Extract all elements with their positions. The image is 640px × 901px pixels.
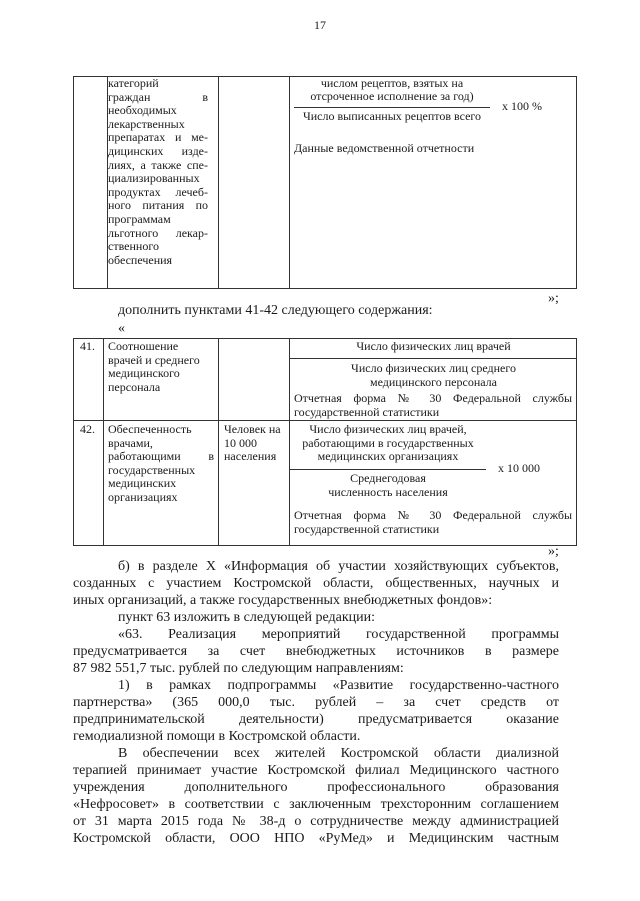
cell-line: препаратах и ме- (108, 130, 208, 145)
cell-line: обеспечения (108, 252, 173, 267)
text-line: б) в разделе X «Информация об участии хозяйствующих субъектов, (118, 559, 559, 574)
fraction-bar (290, 469, 486, 470)
row-number: 42. (80, 422, 95, 436)
opening-quote: « (118, 321, 125, 336)
text-line: созданных с участием Костромской области, общественных, научных и (73, 576, 559, 591)
closing-quote: »; (548, 291, 559, 306)
cell-line: врачами, (108, 435, 153, 450)
formula-denominator (290, 362, 577, 389)
cell-line: ственного (108, 239, 159, 254)
paragraph-63-intro: пункт 63 изложить в следующей редакции: (118, 610, 375, 625)
cell-line: персонала (108, 379, 161, 394)
paragraph-dialysis (73, 745, 559, 847)
cell-line: Человек на (224, 422, 281, 436)
unit-cell (224, 423, 288, 464)
data-source (294, 392, 572, 419)
cell-line: 10 000 (224, 435, 257, 450)
cell-line: медицинского (108, 366, 180, 381)
cell-line: государственной статистики (294, 404, 440, 419)
cell-line: лекарственных (108, 116, 185, 131)
formula-line: Число физических лиц среднего (351, 361, 516, 375)
cell-line: категорий (108, 76, 159, 90)
cell-line: Обеспеченность (108, 422, 192, 436)
text-line: 87 982 551,7 тыс. рублей по следующим направлениям: (73, 661, 404, 676)
cell-line: программам (108, 211, 171, 226)
text-line: предусматривается за счет внебюджетных источников в размере (73, 644, 559, 659)
formula-multiplier: x 10 000 (498, 461, 540, 475)
formula-numerator: Число физических лиц врачей (356, 339, 511, 353)
text-line: В обеспечении всех жителей Костромской области диализной (118, 746, 559, 761)
cell-line: льготного лекар- (108, 225, 208, 240)
cell-line: врачей и среднего (108, 352, 200, 367)
formula-line: Число физических лиц врачей, (309, 422, 467, 436)
text-line: учреждения дополнительного профессионального образования (73, 780, 559, 795)
text-line: Костромской области, ООО НПО «РуМед» и Медицинским частным (73, 831, 559, 846)
formula-denominator (290, 472, 486, 499)
text-line: терапией принимает участие Костромской филиал Медицинского частного (73, 763, 559, 778)
table-divider (289, 76, 290, 289)
text-line: иных организаций, а также государственных внебюджетных фондов»: (73, 593, 493, 608)
cell-line: лиях, а также спе- (108, 157, 208, 172)
row-number: 41. (80, 339, 95, 353)
formula-line: отсроченное исполнение за год) (310, 89, 474, 104)
data-source: Данные ведомственной отчетности (294, 141, 475, 155)
cell-line: необходимых (108, 103, 177, 118)
fraction-bar (290, 358, 577, 359)
closing-quote: »; (548, 544, 559, 559)
table-divider (218, 338, 219, 546)
text-line: 1) в рамках подпрограммы «Развитие государственно-частного (118, 678, 559, 693)
paragraph-section-x (73, 558, 559, 609)
formula-line: медицинского персонала (370, 374, 497, 389)
data-source (294, 509, 572, 536)
new-indicators-table (73, 338, 577, 546)
cell-line: дицинских изде- (108, 143, 208, 158)
cell-line: граждан в (108, 89, 208, 104)
table-divider (103, 338, 104, 546)
cell-line: медицинских (108, 476, 177, 491)
text-line: от 31 марта 2015 года № 38-д о сотрудничестве между администрацией (73, 814, 559, 829)
cell-line: организациях (108, 489, 178, 504)
cell-line: ного питания по (108, 198, 208, 213)
text-line: предпринимательской деятельности) предусматривается оказание (73, 712, 559, 727)
cell-line: циализированных (108, 171, 200, 186)
cell-line: населения (224, 449, 277, 464)
formula-line: медицинских организациях (317, 449, 459, 464)
indicator-name-cell (108, 340, 216, 394)
formula-numerator (290, 423, 486, 464)
cell-line: государственной статистики (294, 521, 440, 536)
cell-line: работающими в (108, 449, 214, 464)
formula-numerator (301, 77, 483, 104)
cell-line: Отчетная форма № 30 Федеральной службы (294, 508, 572, 522)
fraction-bar (294, 107, 490, 108)
text-line: гемодиализной помощи в Костромской области. (73, 729, 361, 744)
cell-line: государственных (108, 462, 196, 477)
text-line: «Нефросовет» в соответствии с заключенным трехсторонним соглашением (73, 797, 559, 812)
text-line: партнерства» (365 000,0 тыс. рублей – за счет средств от (73, 695, 559, 710)
text-line: «63. Реализация мероприятий государственной программы (118, 627, 559, 642)
cell-line: Отчетная форма № 30 Федеральной службы (294, 391, 572, 405)
formula-denominator: Число выписанных рецептов всего (302, 109, 482, 123)
formula-line: Среднегодовая (350, 471, 426, 485)
cell-line: Соотношение (108, 339, 179, 353)
paragraph-item-1 (73, 677, 559, 745)
intro-line: дополнить пунктами 41-42 следующего содержания: (118, 303, 433, 318)
indicator-table-continuation (73, 76, 577, 289)
formula-line: численность населения (328, 484, 448, 499)
indicator-name-cell (108, 423, 216, 505)
formula-multiplier: x 100 % (502, 99, 542, 113)
cell-line: продуктах лечеб- (108, 184, 208, 199)
row-divider (73, 420, 577, 421)
indicator-name-cell (108, 77, 285, 267)
page-number: 17 (314, 18, 326, 32)
paragraph-63 (73, 626, 559, 677)
formula-line: работающими в государственных (302, 435, 474, 450)
formula-line: числом рецептов, взятых на (320, 76, 464, 90)
